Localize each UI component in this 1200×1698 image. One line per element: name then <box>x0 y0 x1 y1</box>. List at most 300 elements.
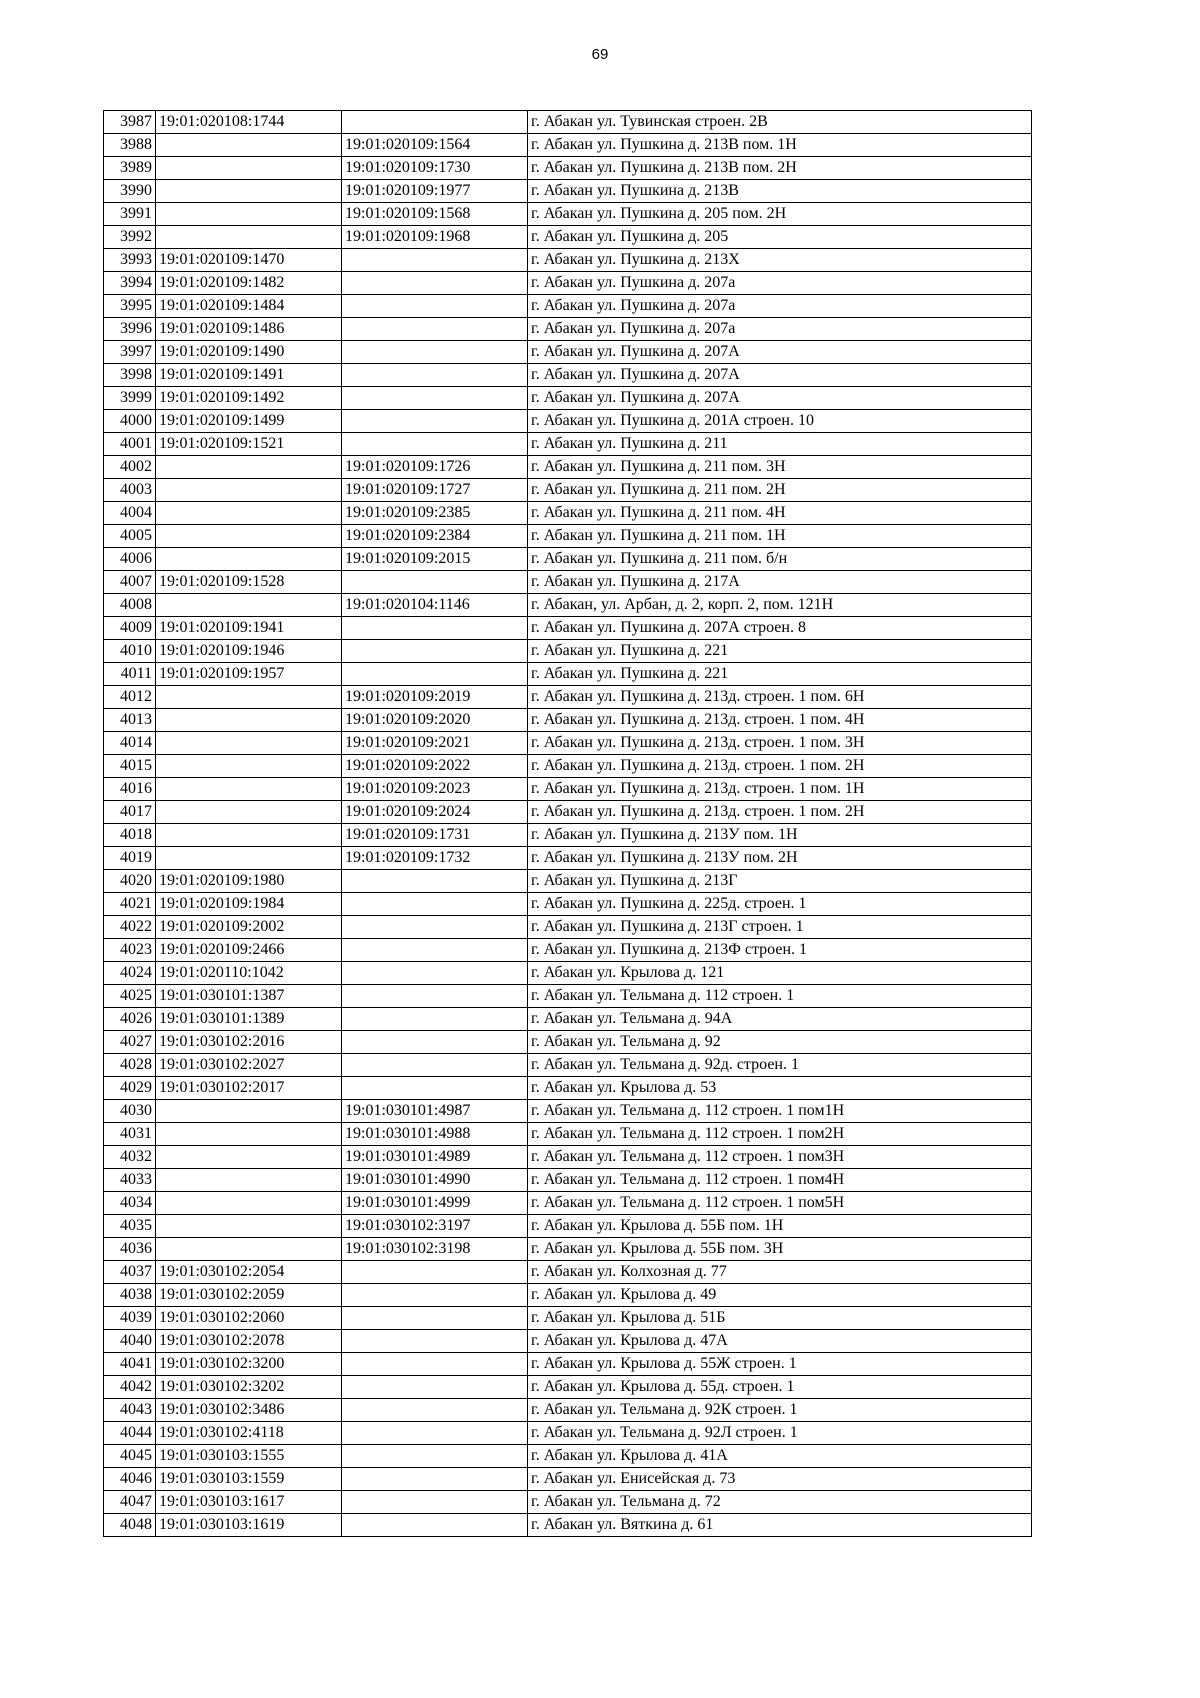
row-number-cell: 4014 <box>104 732 156 755</box>
table-row <box>104 433 1032 456</box>
row-number-cell: 4045 <box>104 1445 156 1468</box>
address-cell: г. Абакан ул. Тельмана д. 112 строен. 1 пом2Н <box>528 1123 1032 1146</box>
premises-cadastral-number-cell: 19:01:020104:1146 <box>342 594 528 617</box>
address-cell: г. Абакан ул. Пушкина д. 207а <box>528 272 1032 295</box>
address-cell: г. Абакан ул. Тельмана д. 112 строен. 1 пом1Н <box>528 1100 1032 1123</box>
address-cell: г. Абакан ул. Пушкина д. 207А строен. 8 <box>528 617 1032 640</box>
row-number-cell: 4032 <box>104 1146 156 1169</box>
address-cell: г. Абакан ул. Пушкина д. 211 пом. 2Н <box>528 479 1032 502</box>
address-cell: г. Абакан ул. Крылова д. 121 <box>528 962 1032 985</box>
premises-cadastral-number-cell: 19:01:030102:3197 <box>342 1215 528 1238</box>
registry-table-body <box>104 111 1032 1537</box>
table-row <box>104 1514 1032 1537</box>
address-cell: г. Абакан ул. Пушкина д. 213У пом. 2Н <box>528 847 1032 870</box>
row-number-cell: 4047 <box>104 1491 156 1514</box>
address-cell: г. Абакан ул. Колхозная д. 77 <box>528 1261 1032 1284</box>
row-number-cell: 4038 <box>104 1284 156 1307</box>
row-number-cell: 4028 <box>104 1054 156 1077</box>
land-cadastral-number-cell: 19:01:030102:2054 <box>156 1261 342 1284</box>
land-cadastral-number-cell: 19:01:020108:1744 <box>156 111 342 134</box>
table-row <box>104 916 1032 939</box>
table-row <box>104 525 1032 548</box>
address-cell: г. Абакан ул. Тельмана д. 92К строен. 1 <box>528 1399 1032 1422</box>
land-cadastral-number-cell <box>156 203 342 226</box>
land-cadastral-number-cell: 19:01:030102:3486 <box>156 1399 342 1422</box>
row-number-cell: 3988 <box>104 134 156 157</box>
address-cell: г. Абакан ул. Тельмана д. 92д. строен. 1 <box>528 1054 1032 1077</box>
row-number-cell: 3995 <box>104 295 156 318</box>
land-cadastral-number-cell: 19:01:030103:1559 <box>156 1468 342 1491</box>
address-cell: г. Абакан ул. Тувинская строен. 2В <box>528 111 1032 134</box>
land-cadastral-number-cell <box>156 157 342 180</box>
premises-cadastral-number-cell <box>342 617 528 640</box>
premises-cadastral-number-cell <box>342 410 528 433</box>
land-cadastral-number-cell: 19:01:030103:1619 <box>156 1514 342 1537</box>
address-cell: г. Абакан ул. Тельмана д. 112 строен. 1 пом4Н <box>528 1169 1032 1192</box>
row-number-cell: 4002 <box>104 456 156 479</box>
land-cadastral-number-cell <box>156 732 342 755</box>
land-cadastral-number-cell: 19:01:030102:3202 <box>156 1376 342 1399</box>
row-number-cell: 4039 <box>104 1307 156 1330</box>
premises-cadastral-number-cell <box>342 364 528 387</box>
premises-cadastral-number-cell <box>342 295 528 318</box>
land-cadastral-number-cell <box>156 801 342 824</box>
address-cell: г. Абакан ул. Тельмана д. 72 <box>528 1491 1032 1514</box>
table-row <box>104 548 1032 571</box>
land-cadastral-number-cell: 19:01:030102:2027 <box>156 1054 342 1077</box>
address-cell: г. Абакан ул. Енисейская д. 73 <box>528 1468 1032 1491</box>
row-number-cell: 3997 <box>104 341 156 364</box>
premises-cadastral-number-cell <box>342 1399 528 1422</box>
address-cell: г. Абакан ул. Крылова д. 55Ж строен. 1 <box>528 1353 1032 1376</box>
land-cadastral-number-cell: 19:01:020109:1957 <box>156 663 342 686</box>
table-row <box>104 1261 1032 1284</box>
premises-cadastral-number-cell: 19:01:020109:1727 <box>342 479 528 502</box>
address-cell: г. Абакан ул. Тельмана д. 94А <box>528 1008 1032 1031</box>
premises-cadastral-number-cell <box>342 893 528 916</box>
premises-cadastral-number-cell <box>342 571 528 594</box>
address-cell: г. Абакан ул. Пушкина д. 213В пом. 2Н <box>528 157 1032 180</box>
land-cadastral-number-cell <box>156 709 342 732</box>
row-number-cell: 4017 <box>104 801 156 824</box>
premises-cadastral-number-cell: 19:01:030102:3198 <box>342 1238 528 1261</box>
row-number-cell: 3993 <box>104 249 156 272</box>
table-row <box>104 1399 1032 1422</box>
row-number-cell: 4044 <box>104 1422 156 1445</box>
premises-cadastral-number-cell <box>342 1054 528 1077</box>
address-cell: г. Абакан ул. Пушкина д. 211 <box>528 433 1032 456</box>
row-number-cell: 4034 <box>104 1192 156 1215</box>
table-row <box>104 295 1032 318</box>
row-number-cell: 3999 <box>104 387 156 410</box>
land-cadastral-number-cell <box>156 1238 342 1261</box>
land-cadastral-number-cell: 19:01:030103:1617 <box>156 1491 342 1514</box>
row-number-cell: 4009 <box>104 617 156 640</box>
premises-cadastral-number-cell <box>342 640 528 663</box>
premises-cadastral-number-cell <box>342 962 528 985</box>
premises-cadastral-number-cell: 19:01:020109:2020 <box>342 709 528 732</box>
premises-cadastral-number-cell <box>342 318 528 341</box>
row-number-cell: 4027 <box>104 1031 156 1054</box>
row-number-cell: 4036 <box>104 1238 156 1261</box>
row-number-cell: 4012 <box>104 686 156 709</box>
premises-cadastral-number-cell: 19:01:020109:2019 <box>342 686 528 709</box>
premises-cadastral-number-cell: 19:01:020109:1968 <box>342 226 528 249</box>
address-cell: г. Абакан ул. Пушкина д. 207А <box>528 387 1032 410</box>
table-row <box>104 1146 1032 1169</box>
row-number-cell: 4010 <box>104 640 156 663</box>
address-cell: г. Абакан ул. Пушкина д. 211 пом. 1Н <box>528 525 1032 548</box>
land-cadastral-number-cell <box>156 1100 342 1123</box>
premises-cadastral-number-cell <box>342 1491 528 1514</box>
land-cadastral-number-cell <box>156 594 342 617</box>
land-cadastral-number-cell: 19:01:020110:1042 <box>156 962 342 985</box>
address-cell: г. Абакан ул. Тельмана д. 92 <box>528 1031 1032 1054</box>
land-cadastral-number-cell: 19:01:030102:2078 <box>156 1330 342 1353</box>
row-number-cell: 3991 <box>104 203 156 226</box>
row-number-cell: 4005 <box>104 525 156 548</box>
premises-cadastral-number-cell <box>342 870 528 893</box>
table-row <box>104 203 1032 226</box>
table-row <box>104 686 1032 709</box>
row-number-cell: 4046 <box>104 1468 156 1491</box>
row-number-cell: 4029 <box>104 1077 156 1100</box>
land-cadastral-number-cell: 19:01:020109:1521 <box>156 433 342 456</box>
table-row <box>104 893 1032 916</box>
row-number-cell: 4021 <box>104 893 156 916</box>
table-row <box>104 709 1032 732</box>
land-cadastral-number-cell <box>156 824 342 847</box>
premises-cadastral-number-cell <box>342 1353 528 1376</box>
table-row <box>104 502 1032 525</box>
address-cell: г. Абакан ул. Крылова д. 47А <box>528 1330 1032 1353</box>
premises-cadastral-number-cell <box>342 1261 528 1284</box>
table-row <box>104 1238 1032 1261</box>
premises-cadastral-number-cell: 19:01:030101:4990 <box>342 1169 528 1192</box>
row-number-cell: 4007 <box>104 571 156 594</box>
land-cadastral-number-cell <box>156 226 342 249</box>
row-number-cell: 4018 <box>104 824 156 847</box>
row-number-cell: 3996 <box>104 318 156 341</box>
address-cell: г. Абакан ул. Пушкина д. 213У пом. 1Н <box>528 824 1032 847</box>
land-cadastral-number-cell: 19:01:020109:2466 <box>156 939 342 962</box>
address-cell: г. Абакан ул. Тельмана д. 112 строен. 1 пом3Н <box>528 1146 1032 1169</box>
premises-cadastral-number-cell: 19:01:020109:1731 <box>342 824 528 847</box>
address-cell: г. Абакан ул. Пушкина д. 225д. строен. 1 <box>528 893 1032 916</box>
row-number-cell: 4042 <box>104 1376 156 1399</box>
land-cadastral-number-cell: 19:01:020109:1499 <box>156 410 342 433</box>
premises-cadastral-number-cell: 19:01:020109:2384 <box>342 525 528 548</box>
address-cell: г. Абакан ул. Тельмана д. 112 строен. 1 <box>528 985 1032 1008</box>
row-number-cell: 4026 <box>104 1008 156 1031</box>
premises-cadastral-number-cell: 19:01:020109:1568 <box>342 203 528 226</box>
address-cell: г. Абакан ул. Пушкина д. 207а <box>528 318 1032 341</box>
table-row <box>104 1215 1032 1238</box>
row-number-cell: 4023 <box>104 939 156 962</box>
table-row <box>104 1284 1032 1307</box>
row-number-cell: 4024 <box>104 962 156 985</box>
land-cadastral-number-cell <box>156 847 342 870</box>
premises-cadastral-number-cell: 19:01:030101:4988 <box>342 1123 528 1146</box>
premises-cadastral-number-cell: 19:01:030101:4987 <box>342 1100 528 1123</box>
table-row <box>104 755 1032 778</box>
premises-cadastral-number-cell <box>342 985 528 1008</box>
address-cell: г. Абакан ул. Тельмана д. 92Л строен. 1 <box>528 1422 1032 1445</box>
table-row <box>104 180 1032 203</box>
premises-cadastral-number-cell <box>342 433 528 456</box>
table-row <box>104 1123 1032 1146</box>
row-number-cell: 4031 <box>104 1123 156 1146</box>
address-cell: г. Абакан ул. Крылова д. 55Б пом. 3Н <box>528 1238 1032 1261</box>
premises-cadastral-number-cell <box>342 1422 528 1445</box>
premises-cadastral-number-cell <box>342 249 528 272</box>
land-cadastral-number-cell <box>156 1123 342 1146</box>
table-row <box>104 1192 1032 1215</box>
row-number-cell: 4022 <box>104 916 156 939</box>
land-cadastral-number-cell: 19:01:020109:1486 <box>156 318 342 341</box>
land-cadastral-number-cell: 19:01:020109:1984 <box>156 893 342 916</box>
table-row <box>104 111 1032 134</box>
address-cell: г. Абакан ул. Пушкина д. 207А <box>528 364 1032 387</box>
premises-cadastral-number-cell <box>342 1445 528 1468</box>
table-row <box>104 272 1032 295</box>
row-number-cell: 4008 <box>104 594 156 617</box>
table-row <box>104 1330 1032 1353</box>
land-cadastral-number-cell: 19:01:030102:2017 <box>156 1077 342 1100</box>
address-cell: г. Абакан ул. Пушкина д. 211 пом. 4Н <box>528 502 1032 525</box>
land-cadastral-number-cell <box>156 180 342 203</box>
premises-cadastral-number-cell: 19:01:020109:2022 <box>342 755 528 778</box>
land-cadastral-number-cell <box>156 1192 342 1215</box>
row-number-cell: 4035 <box>104 1215 156 1238</box>
row-number-cell: 4013 <box>104 709 156 732</box>
address-cell: г. Абакан ул. Крылова д. 41А <box>528 1445 1032 1468</box>
land-cadastral-number-cell: 19:01:020109:2002 <box>156 916 342 939</box>
address-cell: г. Абакан ул. Пушкина д. 213Г строен. 1 <box>528 916 1032 939</box>
premises-cadastral-number-cell <box>342 111 528 134</box>
row-number-cell: 3994 <box>104 272 156 295</box>
table-row <box>104 1376 1032 1399</box>
premises-cadastral-number-cell: 19:01:020109:2015 <box>342 548 528 571</box>
premises-cadastral-number-cell <box>342 1284 528 1307</box>
address-cell: г. Абакан ул. Пушкина д. 213д. строен. 1 пом. 2Н <box>528 755 1032 778</box>
table-row <box>104 985 1032 1008</box>
premises-cadastral-number-cell <box>342 916 528 939</box>
row-number-cell: 4015 <box>104 755 156 778</box>
address-cell: г. Абакан ул. Пушкина д. 221 <box>528 640 1032 663</box>
table-row <box>104 1077 1032 1100</box>
address-cell: г. Абакан ул. Пушкина д. 201А строен. 10 <box>528 410 1032 433</box>
address-cell: г. Абакан ул. Тельмана д. 112 строен. 1 пом5Н <box>528 1192 1032 1215</box>
address-cell: г. Абакан ул. Пушкина д. 207А <box>528 341 1032 364</box>
row-number-cell: 4004 <box>104 502 156 525</box>
table-row <box>104 387 1032 410</box>
table-row <box>104 1491 1032 1514</box>
row-number-cell: 4040 <box>104 1330 156 1353</box>
address-cell: г. Абакан ул. Пушкина д. 217А <box>528 571 1032 594</box>
address-cell: г. Абакан ул. Пушкина д. 221 <box>528 663 1032 686</box>
premises-cadastral-number-cell: 19:01:020109:1726 <box>342 456 528 479</box>
land-cadastral-number-cell <box>156 456 342 479</box>
premises-cadastral-number-cell <box>342 1031 528 1054</box>
address-cell: г. Абакан ул. Крылова д. 55Б пом. 1Н <box>528 1215 1032 1238</box>
table-row <box>104 778 1032 801</box>
table-row <box>104 801 1032 824</box>
table-row <box>104 1468 1032 1491</box>
table-row <box>104 939 1032 962</box>
premises-cadastral-number-cell: 19:01:020109:2024 <box>342 801 528 824</box>
row-number-cell: 3992 <box>104 226 156 249</box>
land-cadastral-number-cell <box>156 686 342 709</box>
table-row <box>104 1054 1032 1077</box>
table-row <box>104 134 1032 157</box>
row-number-cell: 4048 <box>104 1514 156 1537</box>
land-cadastral-number-cell <box>156 778 342 801</box>
address-cell: г. Абакан ул. Пушкина д. 213д. строен. 1 пом. 1Н <box>528 778 1032 801</box>
premises-cadastral-number-cell: 19:01:030101:4999 <box>342 1192 528 1215</box>
row-number-cell: 4001 <box>104 433 156 456</box>
address-cell: г. Абакан ул. Пушкина д. 205 <box>528 226 1032 249</box>
address-cell: г. Абакан ул. Крылова д. 55д. строен. 1 <box>528 1376 1032 1399</box>
row-number-cell: 4020 <box>104 870 156 893</box>
address-cell: г. Абакан ул. Пушкина д. 207а <box>528 295 1032 318</box>
land-cadastral-number-cell <box>156 1146 342 1169</box>
land-cadastral-number-cell: 19:01:020109:1980 <box>156 870 342 893</box>
land-cadastral-number-cell: 19:01:030102:2016 <box>156 1031 342 1054</box>
premises-cadastral-number-cell <box>342 939 528 962</box>
land-cadastral-number-cell: 19:01:020109:1946 <box>156 640 342 663</box>
land-cadastral-number-cell: 19:01:030102:2060 <box>156 1307 342 1330</box>
premises-cadastral-number-cell: 19:01:020109:1730 <box>342 157 528 180</box>
address-cell: г. Абакан ул. Пушкина д. 213Х <box>528 249 1032 272</box>
table-row <box>104 663 1032 686</box>
table-row <box>104 249 1032 272</box>
premises-cadastral-number-cell <box>342 1307 528 1330</box>
premises-cadastral-number-cell <box>342 1330 528 1353</box>
row-number-cell: 4043 <box>104 1399 156 1422</box>
address-cell: г. Абакан ул. Пушкина д. 213В <box>528 180 1032 203</box>
table-row <box>104 847 1032 870</box>
row-number-cell: 4033 <box>104 1169 156 1192</box>
land-cadastral-number-cell <box>156 134 342 157</box>
premises-cadastral-number-cell <box>342 1376 528 1399</box>
land-cadastral-number-cell: 19:01:020109:1491 <box>156 364 342 387</box>
row-number-cell: 3989 <box>104 157 156 180</box>
row-number-cell: 4030 <box>104 1100 156 1123</box>
address-cell: г. Абакан, ул. Арбан, д. 2, корп. 2, пом. 121Н <box>528 594 1032 617</box>
table-row <box>104 1353 1032 1376</box>
premises-cadastral-number-cell <box>342 1514 528 1537</box>
land-cadastral-number-cell <box>156 548 342 571</box>
land-cadastral-number-cell: 19:01:030102:2059 <box>156 1284 342 1307</box>
table-row <box>104 640 1032 663</box>
table-row <box>104 617 1032 640</box>
land-cadastral-number-cell: 19:01:020109:1470 <box>156 249 342 272</box>
table-row <box>104 732 1032 755</box>
address-cell: г. Абакан ул. Крылова д. 49 <box>528 1284 1032 1307</box>
table-row <box>104 870 1032 893</box>
table-row <box>104 1445 1032 1468</box>
land-cadastral-number-cell: 19:01:030101:1389 <box>156 1008 342 1031</box>
premises-cadastral-number-cell <box>342 1468 528 1491</box>
premises-cadastral-number-cell: 19:01:020109:1564 <box>342 134 528 157</box>
premises-cadastral-number-cell: 19:01:020109:2021 <box>342 732 528 755</box>
address-cell: г. Абакан ул. Вяткина д. 61 <box>528 1514 1032 1537</box>
row-number-cell: 3990 <box>104 180 156 203</box>
premises-cadastral-number-cell <box>342 663 528 686</box>
premises-cadastral-number-cell <box>342 1008 528 1031</box>
row-number-cell: 4011 <box>104 663 156 686</box>
table-row <box>104 364 1032 387</box>
page-number: 69 <box>591 46 609 63</box>
land-cadastral-number-cell <box>156 1169 342 1192</box>
table-row <box>104 1008 1032 1031</box>
row-number-cell: 3998 <box>104 364 156 387</box>
premises-cadastral-number-cell <box>342 1077 528 1100</box>
address-cell: г. Абакан ул. Пушкина д. 213Ф строен. 1 <box>528 939 1032 962</box>
land-cadastral-number-cell <box>156 755 342 778</box>
address-cell: г. Абакан ул. Крылова д. 53 <box>528 1077 1032 1100</box>
table-row <box>104 571 1032 594</box>
registry-table <box>103 110 1032 1537</box>
land-cadastral-number-cell: 19:01:030102:4118 <box>156 1422 342 1445</box>
land-cadastral-number-cell: 19:01:020109:1528 <box>156 571 342 594</box>
premises-cadastral-number-cell: 19:01:030101:4989 <box>342 1146 528 1169</box>
table-row <box>104 1307 1032 1330</box>
row-number-cell: 4016 <box>104 778 156 801</box>
address-cell: г. Абакан ул. Пушкина д. 213д. строен. 1 пом. 4Н <box>528 709 1032 732</box>
address-cell: г. Абакан ул. Пушкина д. 211 пом. 3Н <box>528 456 1032 479</box>
land-cadastral-number-cell <box>156 525 342 548</box>
row-number-cell: 4019 <box>104 847 156 870</box>
table-row <box>104 1422 1032 1445</box>
table-row <box>104 594 1032 617</box>
land-cadastral-number-cell <box>156 479 342 502</box>
address-cell: г. Абакан ул. Пушкина д. 213д. строен. 1 пом. 6Н <box>528 686 1032 709</box>
land-cadastral-number-cell: 19:01:020109:1490 <box>156 341 342 364</box>
premises-cadastral-number-cell <box>342 341 528 364</box>
address-cell: г. Абакан ул. Крылова д. 51Б <box>528 1307 1032 1330</box>
land-cadastral-number-cell: 19:01:020109:1941 <box>156 617 342 640</box>
row-number-cell: 4006 <box>104 548 156 571</box>
land-cadastral-number-cell: 19:01:020109:1484 <box>156 295 342 318</box>
row-number-cell: 4000 <box>104 410 156 433</box>
land-cadastral-number-cell <box>156 1215 342 1238</box>
row-number-cell: 4003 <box>104 479 156 502</box>
table-row <box>104 962 1032 985</box>
table-row <box>104 226 1032 249</box>
table-row <box>104 1100 1032 1123</box>
table-row <box>104 1031 1032 1054</box>
premises-cadastral-number-cell: 19:01:020109:2023 <box>342 778 528 801</box>
premises-cadastral-number-cell: 19:01:020109:2385 <box>342 502 528 525</box>
row-number-cell: 4037 <box>104 1261 156 1284</box>
premises-cadastral-number-cell: 19:01:020109:1732 <box>342 847 528 870</box>
table-row <box>104 824 1032 847</box>
address-cell: г. Абакан ул. Пушкина д. 213д. строен. 1 пом. 2Н <box>528 801 1032 824</box>
premises-cadastral-number-cell: 19:01:020109:1977 <box>342 180 528 203</box>
address-cell: г. Абакан ул. Пушкина д. 213В пом. 1Н <box>528 134 1032 157</box>
table-row <box>104 410 1032 433</box>
table-row <box>104 479 1032 502</box>
row-number-cell: 4041 <box>104 1353 156 1376</box>
table-row <box>104 318 1032 341</box>
table-row <box>104 456 1032 479</box>
premises-cadastral-number-cell <box>342 272 528 295</box>
land-cadastral-number-cell: 19:01:030103:1555 <box>156 1445 342 1468</box>
land-cadastral-number-cell: 19:01:030102:3200 <box>156 1353 342 1376</box>
table-row <box>104 341 1032 364</box>
